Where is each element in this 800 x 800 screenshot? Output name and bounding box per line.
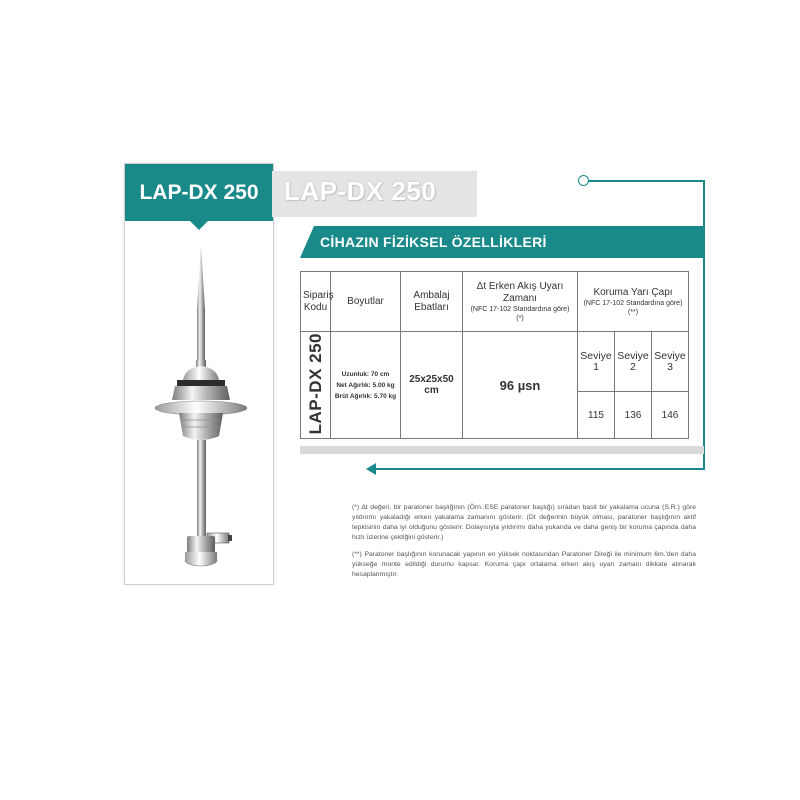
cell-dimensions (331, 332, 401, 439)
dimension-gross-weight: Brüt Ağırlık: 5.70 kg (334, 392, 397, 400)
spike-tip (197, 246, 205, 310)
cell-packaging: 25x25x50 cm (401, 332, 463, 439)
section-title: CİHAZIN FİZİKSEL ÖZELLİKLERİ (320, 234, 547, 250)
table-header-row (301, 272, 689, 332)
footnote-radius: (**) Paratoner başlığının korunacak yapının en yüksek noktasından Paratoner Direği ile minimum 6m.'den daha yükseğe monte edildiği durumu kapsar. Koruma çapı ortalama erken akış uyarı zamanı dikkate alınarak hesaplanmıştır. (352, 551, 696, 578)
footnotes (352, 503, 696, 587)
table-underline-bar (300, 446, 704, 454)
cell-delta-t: 96 µsn (463, 332, 578, 439)
footnote-delta-t: (*) Δt değeri, bir paratoner başlığının (Örn.:ESE paratoner başlığı) sıradan basit bir yakalama ucuna (S.R.) göre yıldırımı yakaladığı erken yakalama zamanını gösterir. (Dt değerinin büyük olması, paratoner başlığının aktif tepkisinin daha iyi olduğunu gösterir. Dolayısıyla yıldırımı daha yukarıda ve daha geniş bir koruma çapında daha hızlı üzerine çektiğini gösterir.) (352, 504, 696, 541)
header-radius-note: (**) (627, 308, 639, 316)
dimension-length: Uzunluk: 70 cm (341, 370, 390, 378)
section-heading-notch (300, 226, 314, 258)
arrow-left-icon (366, 463, 376, 475)
connector-line-bottom (372, 468, 705, 470)
header-protection-radius (578, 272, 689, 332)
connector-line-top (585, 180, 705, 182)
order-code-value: LAP-DX 250 (305, 333, 325, 435)
cell-radius-1: 115 (578, 392, 615, 439)
product-photo (127, 230, 271, 580)
header-radius-standard: (NFC 17-102 Standardına göre) (583, 299, 683, 307)
circle-end-icon (578, 175, 589, 186)
cell-radius-3: 146 (652, 392, 689, 439)
header-dimensions: Boyutlar (331, 272, 401, 332)
header-delta-t-standard: (NFC 17-102 Standardına göre) (470, 305, 570, 313)
header-order-code: Sipariş Kodu (301, 272, 331, 332)
cell-radius-2: 136 (615, 392, 652, 439)
header-delta-t-note: (*) (516, 314, 524, 322)
dimension-net-weight: Net Ağırlık: 5.00 kg (336, 381, 395, 389)
cell-level-2: Seviye 2 (615, 332, 652, 392)
header-radius-label: Koruma Yarı Çapı (593, 286, 673, 298)
header-packaging: Ambalaj Ebatları (401, 272, 463, 332)
title-pointer (190, 221, 208, 230)
cell-order-code (301, 332, 331, 439)
table-row (301, 332, 689, 392)
cell-level-3: Seviye 3 (652, 332, 689, 392)
cell-level-1: Seviye 1 (578, 332, 615, 392)
product-card (124, 163, 274, 585)
ghost-title: LAP-DX 250 (284, 176, 437, 206)
connector-line-vertical (703, 181, 705, 470)
product-title: LAP-DX 250 (125, 164, 273, 221)
spec-table (300, 271, 689, 439)
header-delta-t (463, 272, 578, 332)
header-delta-t-label: Δt Erken Akış Uyarı Zamanı (476, 280, 564, 304)
